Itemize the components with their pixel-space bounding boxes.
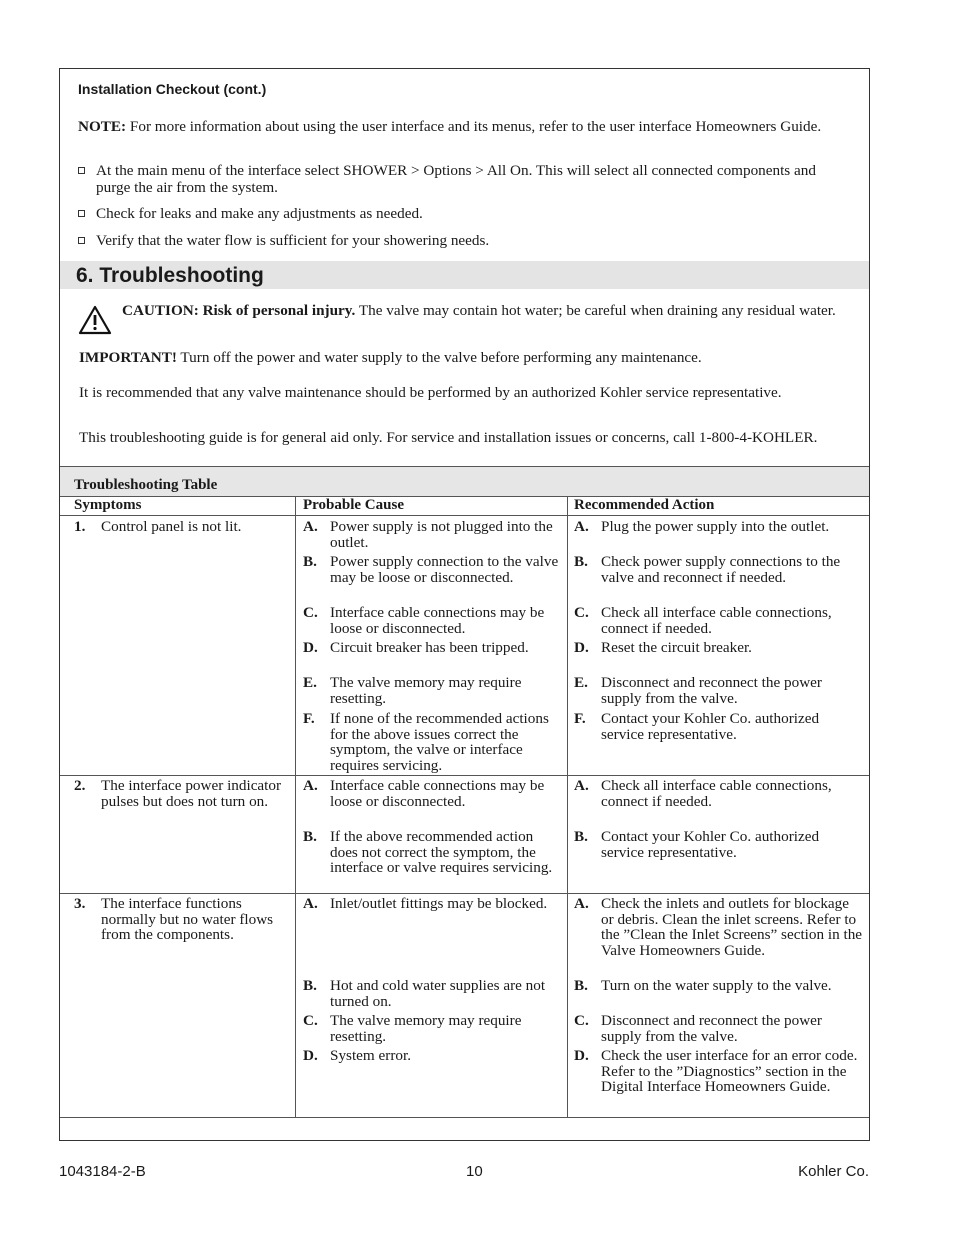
symptom-text: The interface functions normally but no water flows from the components.: [101, 895, 274, 944]
item-text: Power supply connection to the valve may be loose or disconnected.: [330, 553, 559, 586]
item-text: System error.: [330, 1047, 411, 1064]
caution-text: The valve may contain hot water; be careful when draining any residual water.: [355, 302, 836, 319]
symptom-cell: [74, 896, 284, 943]
item-letter: D.: [303, 1047, 318, 1064]
item-letter: C.: [574, 604, 589, 621]
maintenance-paragraph: It is recommended that any valve maintenance should be performed by an authorized Kohler service representative.: [79, 384, 782, 401]
cause-item: [303, 711, 563, 773]
item-letter: B.: [303, 553, 317, 570]
item-letter: A.: [303, 895, 318, 912]
checklist-item: [78, 162, 848, 196]
checklist-item-text: At the main menu of the interface select SHOWER > Options > All On. This will select all connected components and purge the air from the system.: [96, 162, 816, 196]
caution-paragraph: [122, 302, 842, 319]
troubleshooting-heading-band: [60, 261, 869, 289]
symptom-number: 1.: [74, 518, 86, 535]
item-letter: A.: [303, 518, 318, 535]
item-text: Contact your Kohler Co. authorized service representative.: [601, 710, 820, 743]
checkbox-square-icon: [78, 167, 85, 174]
item-text: Circuit breaker has been tripped.: [330, 639, 529, 656]
item-letter: A.: [574, 895, 589, 912]
item-text: Plug the power supply into the outlet.: [601, 518, 830, 535]
column-divider: [567, 496, 568, 1117]
important-text: Turn off the power and water supply to the valve before performing any maintenance.: [176, 349, 702, 366]
cause-item: [303, 519, 563, 550]
caution-label: CAUTION: Risk of personal injury.: [122, 302, 356, 319]
warning-triangle-icon: [78, 305, 112, 335]
cause-item: [303, 554, 563, 585]
important-label: IMPORTANT!: [79, 349, 177, 366]
item-text: If the above recommended action does not correct the symptom, the interface or valve requires servicing.: [330, 828, 553, 877]
item-text: Disconnect and reconnect the power supply from the valve.: [601, 674, 822, 707]
action-item: [574, 554, 864, 585]
table-title: Troubleshooting Table: [74, 477, 218, 493]
item-text: Disconnect and reconnect the power supply from the valve.: [601, 1012, 822, 1045]
table-rule: [60, 515, 869, 516]
cause-item: [303, 640, 563, 656]
item-letter: E.: [303, 674, 317, 691]
table-rule: [60, 496, 869, 497]
table-bottom-rule: [60, 1117, 869, 1118]
item-letter: C.: [303, 1012, 318, 1029]
item-text: Check all interface cable connections, connect if needed.: [601, 777, 832, 810]
action-item: [574, 896, 864, 958]
cause-item: [303, 675, 563, 706]
footer-company: Kohler Co.: [798, 1163, 869, 1180]
cause-item: [303, 778, 563, 809]
item-letter: C.: [303, 604, 318, 621]
item-letter: D.: [574, 1047, 589, 1064]
note-text: For more information about using the user interface and its menus, refer to the user interface Homeowners Guide.: [126, 118, 822, 135]
checkbox-square-icon: [78, 237, 85, 244]
action-item: [574, 778, 864, 809]
item-letter: D.: [303, 639, 318, 656]
item-letter: E.: [574, 674, 588, 691]
item-text: Check all interface cable connections, connect if needed.: [601, 604, 832, 637]
cause-item: [303, 829, 563, 876]
item-letter: B.: [303, 977, 317, 994]
header-recommended-action: Recommended Action: [574, 497, 715, 513]
cause-item: [303, 978, 563, 1009]
item-text: Contact your Kohler Co. authorized service representative.: [601, 828, 820, 861]
item-text: Power supply is not plugged into the outlet.: [330, 518, 553, 551]
symptom-text: The interface power indicator pulses but does not turn on.: [101, 777, 282, 810]
item-text: Interface cable connections may be loose or disconnected.: [330, 604, 545, 637]
action-item: [574, 519, 864, 535]
header-probable-cause: Probable Cause: [303, 497, 404, 513]
item-letter: F.: [303, 710, 315, 727]
cause-item: [303, 896, 563, 912]
item-text: Check the inlets and outlets for blockage or debris. Clean the inlet screens. Refer to the ”Clean the Inlet Screens” section in the Valve Homeowners Guide.: [601, 895, 863, 959]
item-letter: B.: [303, 828, 317, 845]
cause-item: [303, 1013, 563, 1044]
action-item: [574, 640, 864, 656]
item-text: If none of the recommended actions for the above issues correct the symptom, the valve or interface requires servicing.: [330, 710, 549, 774]
checklist-item: [78, 205, 848, 222]
symptom-cell: [74, 519, 284, 535]
action-item: [574, 978, 864, 994]
table-row-divider: [60, 775, 869, 776]
cause-item: [303, 1048, 563, 1064]
item-letter: B.: [574, 828, 588, 845]
item-text: Interface cable connections may be loose or disconnected.: [330, 777, 545, 810]
header-symptoms: Symptoms: [74, 497, 142, 513]
footer-doc-number: 1043184-2-B: [59, 1163, 146, 1180]
item-text: Check power supply connections to the valve and reconnect if needed.: [601, 553, 841, 586]
item-text: Turn on the water supply to the valve.: [601, 977, 832, 994]
note-paragraph: [78, 118, 848, 135]
item-text: Inlet/outlet fittings may be blocked.: [330, 895, 548, 912]
symptom-cell: [74, 778, 284, 809]
guide-paragraph: This troubleshooting guide is for general aid only. For service and installation issues or concerns, call 1-800-4-KOHLER.: [79, 429, 818, 446]
action-item: [574, 675, 864, 706]
action-item: [574, 1013, 864, 1044]
item-letter: A.: [574, 777, 589, 794]
action-item: [574, 605, 864, 636]
troubleshooting-heading: 6. Troubleshooting: [76, 264, 264, 287]
item-letter: B.: [574, 553, 588, 570]
column-divider: [295, 496, 296, 1117]
item-letter: A.: [303, 777, 318, 794]
symptom-text: Control panel is not lit.: [101, 518, 242, 535]
table-row-divider: [60, 893, 869, 894]
checklist-item: [78, 232, 848, 249]
item-letter: B.: [574, 977, 588, 994]
item-letter: D.: [574, 639, 589, 656]
action-item: [574, 711, 864, 742]
item-letter: C.: [574, 1012, 589, 1029]
item-text: Hot and cold water supplies are not turned on.: [330, 977, 546, 1010]
item-letter: A.: [574, 518, 589, 535]
item-text: Reset the circuit breaker.: [601, 639, 752, 656]
cause-item: [303, 605, 563, 636]
item-text: Check the user interface for an error code. Refer to the ”Diagnostics” section in the Digital Interface Homeowners Guide.: [601, 1047, 858, 1096]
item-text: The valve memory may require resetting.: [330, 674, 522, 707]
note-label: NOTE:: [78, 118, 127, 135]
action-item: [574, 1048, 864, 1095]
item-text: The valve memory may require resetting.: [330, 1012, 522, 1045]
footer-page-number: 10: [466, 1163, 483, 1180]
checklist-item-text: Verify that the water flow is sufficient for your showering needs.: [96, 232, 490, 249]
section-heading: Installation Checkout (cont.): [78, 81, 267, 97]
important-paragraph: [79, 349, 839, 366]
page-frame: [59, 68, 870, 1141]
table-title-band: [60, 466, 869, 496]
symptom-number: 2.: [74, 777, 86, 794]
checkbox-square-icon: [78, 210, 85, 217]
checklist-item-text: Check for leaks and make any adjustments as needed.: [96, 205, 423, 222]
item-letter: F.: [574, 710, 586, 727]
symptom-number: 3.: [74, 895, 86, 912]
action-item: [574, 829, 864, 860]
